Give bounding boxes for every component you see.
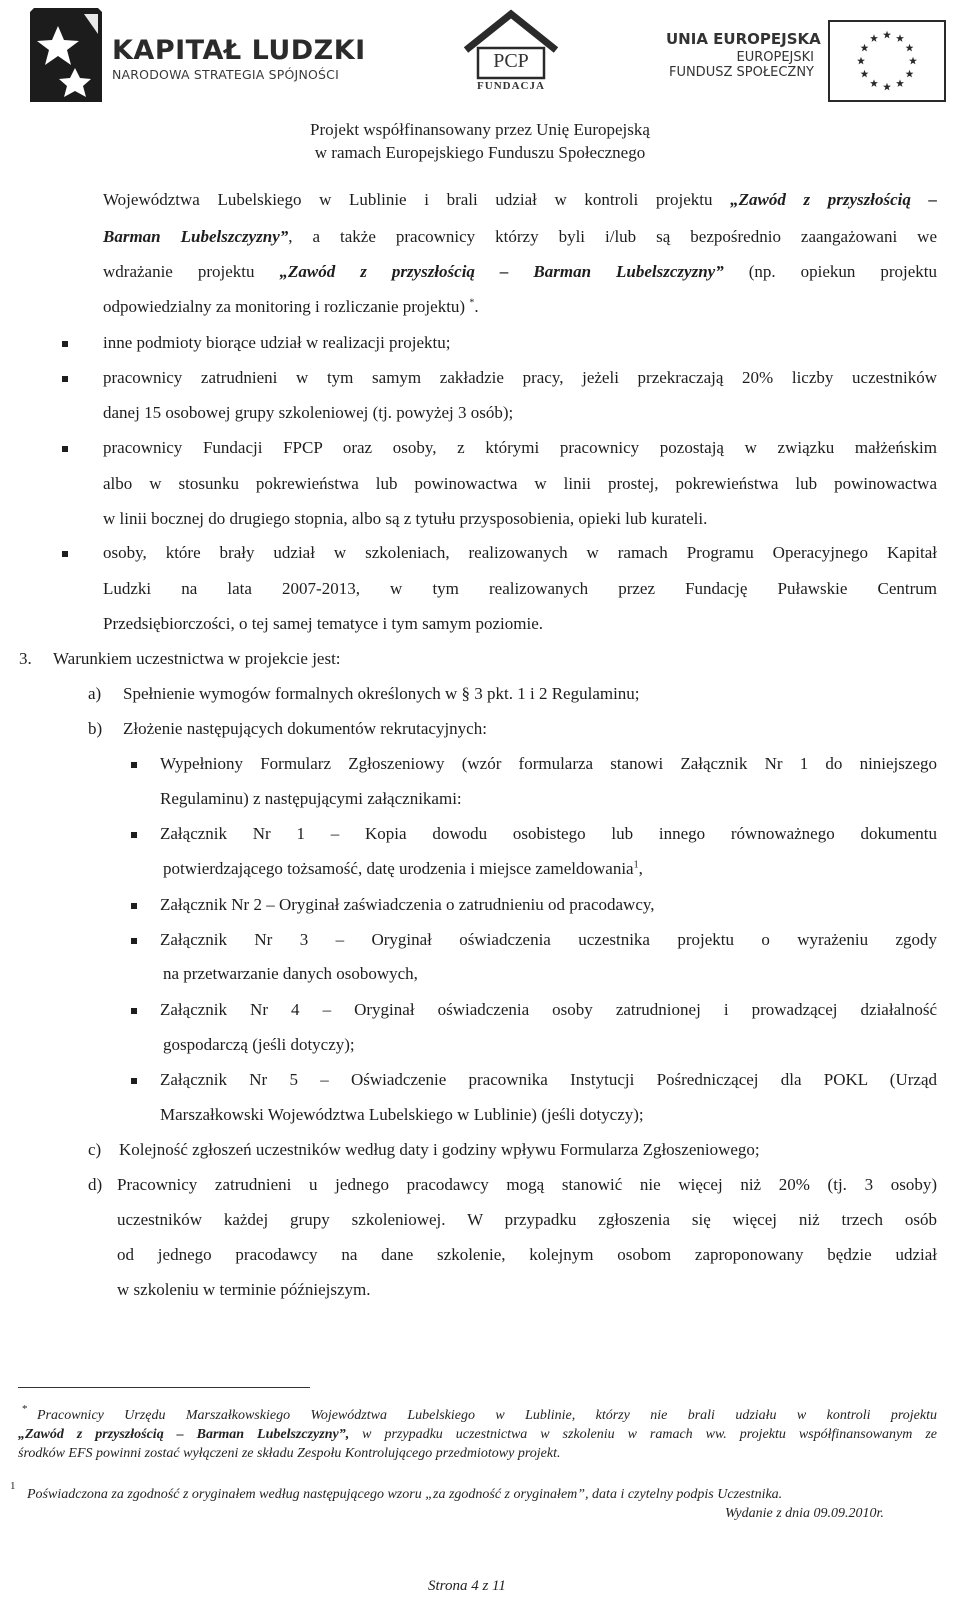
edition-date: Wydanie z dnia 09.09.2010r. [725, 1506, 884, 1521]
text-run: . [474, 297, 479, 316]
cofinance-line-2: w ramach Europejskiego Funduszu Społecznego [314, 143, 646, 162]
square-bullet-icon [131, 1008, 137, 1014]
list-item: inne podmioty biorące udział w realizacji projektu; [103, 333, 451, 352]
list-item: Spełnienie wymogów formalnych określonych w § 3 pkt. 1 i 2 Regulaminu; [123, 684, 640, 703]
pcp-fundacja-label: FUNDACJA [477, 80, 545, 92]
list-item-continuation: w linii bocznej do drugiego stopnia, albo są z tytułu przysposobienia, opieki lub kurateli. [103, 509, 708, 528]
footnote-line: Pracownicy Urzędu Marszałkowskiego Województwa Lubelskiego w Lublinie, którzy nie brali udziału w kontroli projektu [37, 1408, 937, 1423]
square-bullet-icon [131, 938, 137, 944]
kapital-ludzki-star-icon [28, 6, 104, 104]
list-item-continuation: na przetwarzanie danych osobowych, [163, 964, 418, 983]
section-heading: Warunkiem uczestnictwa w projekcie jest: [53, 649, 341, 668]
paragraph-line [103, 262, 937, 282]
list-item-continuation: gospodarczą (jeśli dotyczy); [163, 1035, 355, 1054]
paragraph-line [103, 297, 479, 317]
list-item-continuation [163, 859, 643, 879]
text-run: (np. opiekun projektu [748, 262, 938, 281]
list-item: Złożenie następujących dokumentów rekrutacyjnych: [123, 719, 487, 738]
list-item: Kolejność zgłoszeń uczestników według daty i godziny wpływu Formularza Zgłoszeniowego; [119, 1140, 760, 1159]
list-item: Załącznik Nr 5 – Oświadczenie pracownika Instytucji Pośredniczącej dla POKL (Urząd [160, 1070, 937, 1089]
square-bullet-icon [62, 376, 68, 382]
list-item: pracownicy zatrudnieni w tym samym zakładzie pracy, jeżeli przekraczają 20% liczby uczestników [103, 368, 937, 387]
paragraph-line [103, 190, 937, 210]
list-item: Wypełniony Formularz Zgłoszeniowy (wzór formularza stanowi Załącznik Nr 1 do niniejszego [160, 754, 937, 773]
section-number: 3. [19, 649, 32, 668]
list-item: Załącznik Nr 3 – Oryginał oświadczenia uczestnika projektu o wyrażeniu zgody [160, 930, 937, 949]
square-bullet-icon [62, 341, 68, 347]
footnote-ref[interactable]: * [469, 297, 475, 309]
text-run: Województwa Lubelskiego w Lublinie i brali udział w kontroli projektu [103, 190, 713, 209]
unia-europejska-logo [666, 20, 950, 110]
paragraph-line [103, 227, 937, 247]
fundacja-pcp-logo [458, 6, 564, 96]
list-label: b) [88, 719, 103, 738]
kapital-ludzki-title: KAPITAŁ LUDZKI [112, 35, 366, 66]
ue-title: UNIA EUROPEJSKA [666, 30, 821, 48]
kapital-ludzki-wordmark [112, 36, 366, 82]
cofinance-line-1: Projekt współfinansowany przez Unię Europejską [310, 120, 650, 139]
footnote-separator [18, 1387, 310, 1388]
project-name-emphasis: „Zawód z przyszłością – Barman Lubelszczyzny”, [18, 1427, 350, 1442]
ue-fund-line1: EUROPEJSKI [736, 50, 814, 65]
project-name-emphasis: „Zawód z przyszłością – Barman Lubelszczyzny” [279, 262, 724, 281]
list-item-continuation: Regulaminu) z następującymi załącznikami: [160, 789, 462, 808]
footnote-ref[interactable]: 1 [633, 859, 639, 871]
list-item-continuation: Przedsiębiorczości, o tej samej tematyce i tym samym poziomie. [103, 614, 543, 633]
footnote-line [18, 1426, 937, 1444]
square-bullet-icon [62, 551, 68, 557]
page-number: Strona 4 z 11 [428, 1578, 506, 1594]
footnote-line: środków EFS powinni zostać wyłączeni ze składu Zespołu Kontrolującego przedmiotowy projekt. [18, 1446, 561, 1461]
footnote-marker: * [22, 1403, 28, 1415]
footnote-line: Poświadczona za zgodność z oryginałem według następującego wzoru „za zgodność z oryginałem”, data i czytelny podpis Uczestnika. [27, 1487, 783, 1502]
list-item: Pracownicy zatrudnieni u jednego pracodawcy mogą stanowić nie więcej niż 20% (tj. 3 osoby) [117, 1175, 937, 1194]
square-bullet-icon [131, 832, 137, 838]
list-item: pracownicy Fundacji FPCP oraz osoby, z którymi pracownicy pozostają w związku małżeńskim [103, 438, 937, 457]
text-run: odpowiedzialny za monitoring i rozliczanie projektu) [103, 297, 466, 316]
list-item: osoby, które brały udział w szkoleniach, realizowanych w ramach Programu Operacyjnego Kapitał [103, 543, 937, 562]
list-label: a) [88, 684, 102, 703]
page-header [0, 0, 960, 180]
kapital-ludzki-logo [28, 6, 366, 106]
kapital-ludzki-subtitle: NARODOWA STRATEGIA SPÓJNOŚCI [112, 67, 339, 82]
list-item-continuation: w szkoleniu w terminie późniejszym. [117, 1280, 371, 1299]
list-label: d) [88, 1175, 103, 1194]
list-item-continuation: Ludzki na lata 2007-2013, w tym realizowanych przez Fundację Puławskie Centrum [103, 579, 937, 598]
square-bullet-icon [131, 1078, 137, 1084]
list-item-continuation: Marszałkowski Województwa Lubelskiego w Lublinie) (jeśli dotyczy); [160, 1105, 644, 1124]
square-bullet-icon [131, 903, 137, 909]
list-item: Załącznik Nr 2 – Oryginał zaświadczenia o zatrudnieniu od pracodawcy, [160, 895, 655, 914]
list-item-continuation: danej 15 osobowej grupy szkoleniowej (tj. powyżej 3 osób); [103, 403, 514, 422]
eu-flag-icon [828, 20, 946, 102]
list-item-continuation: albo w stosunku pokrewieństwa lub powinowactwa w linii prostej, pokrewieństwa lub powinowactwa [103, 474, 937, 493]
list-item: Załącznik Nr 4 – Oryginał oświadczenia osoby zatrudnionej i prowadzącej działalność [160, 1000, 937, 1019]
list-item-continuation: od jednego pracodawcy na dane szkolenie, kolejnym osobom zaproponowany będzie udział [117, 1245, 937, 1264]
ue-fund-line2: FUNDUSZ SPOŁECZNY [668, 65, 814, 80]
project-name-emphasis: „Zawód z przyszłością – [730, 190, 937, 209]
square-bullet-icon [131, 762, 137, 768]
list-label: c) [88, 1140, 102, 1159]
unia-europejska-wordmark [666, 30, 821, 80]
text-run: potwierdzającego tożsamość, datę urodzenia i miejsce zameldowania [163, 859, 634, 878]
project-name-emphasis: Barman Lubelszczyzny” [103, 227, 289, 246]
pcp-logo-text: PCP [493, 50, 529, 72]
text-run: w przypadku uczestnictwa w szkoleniu w ramach ww. projektu współfinansowanym ze [362, 1427, 938, 1442]
text-run: , [638, 859, 643, 878]
footnote-marker: 1 [10, 1480, 16, 1492]
text-run: , a także pracownicy którzy byli i/lub są bezpośrednio zaangażowani we [288, 227, 938, 246]
square-bullet-icon [62, 446, 68, 452]
list-item-continuation: uczestników każdej grupy szkoleniowej. W przypadku zgłoszenia się więcej niż trzech osób [117, 1210, 937, 1229]
text-run: wdrażanie projektu [103, 262, 255, 281]
list-item: Załącznik Nr 1 – Kopia dowodu osobistego lub innego równoważnego dokumentu [160, 824, 937, 843]
